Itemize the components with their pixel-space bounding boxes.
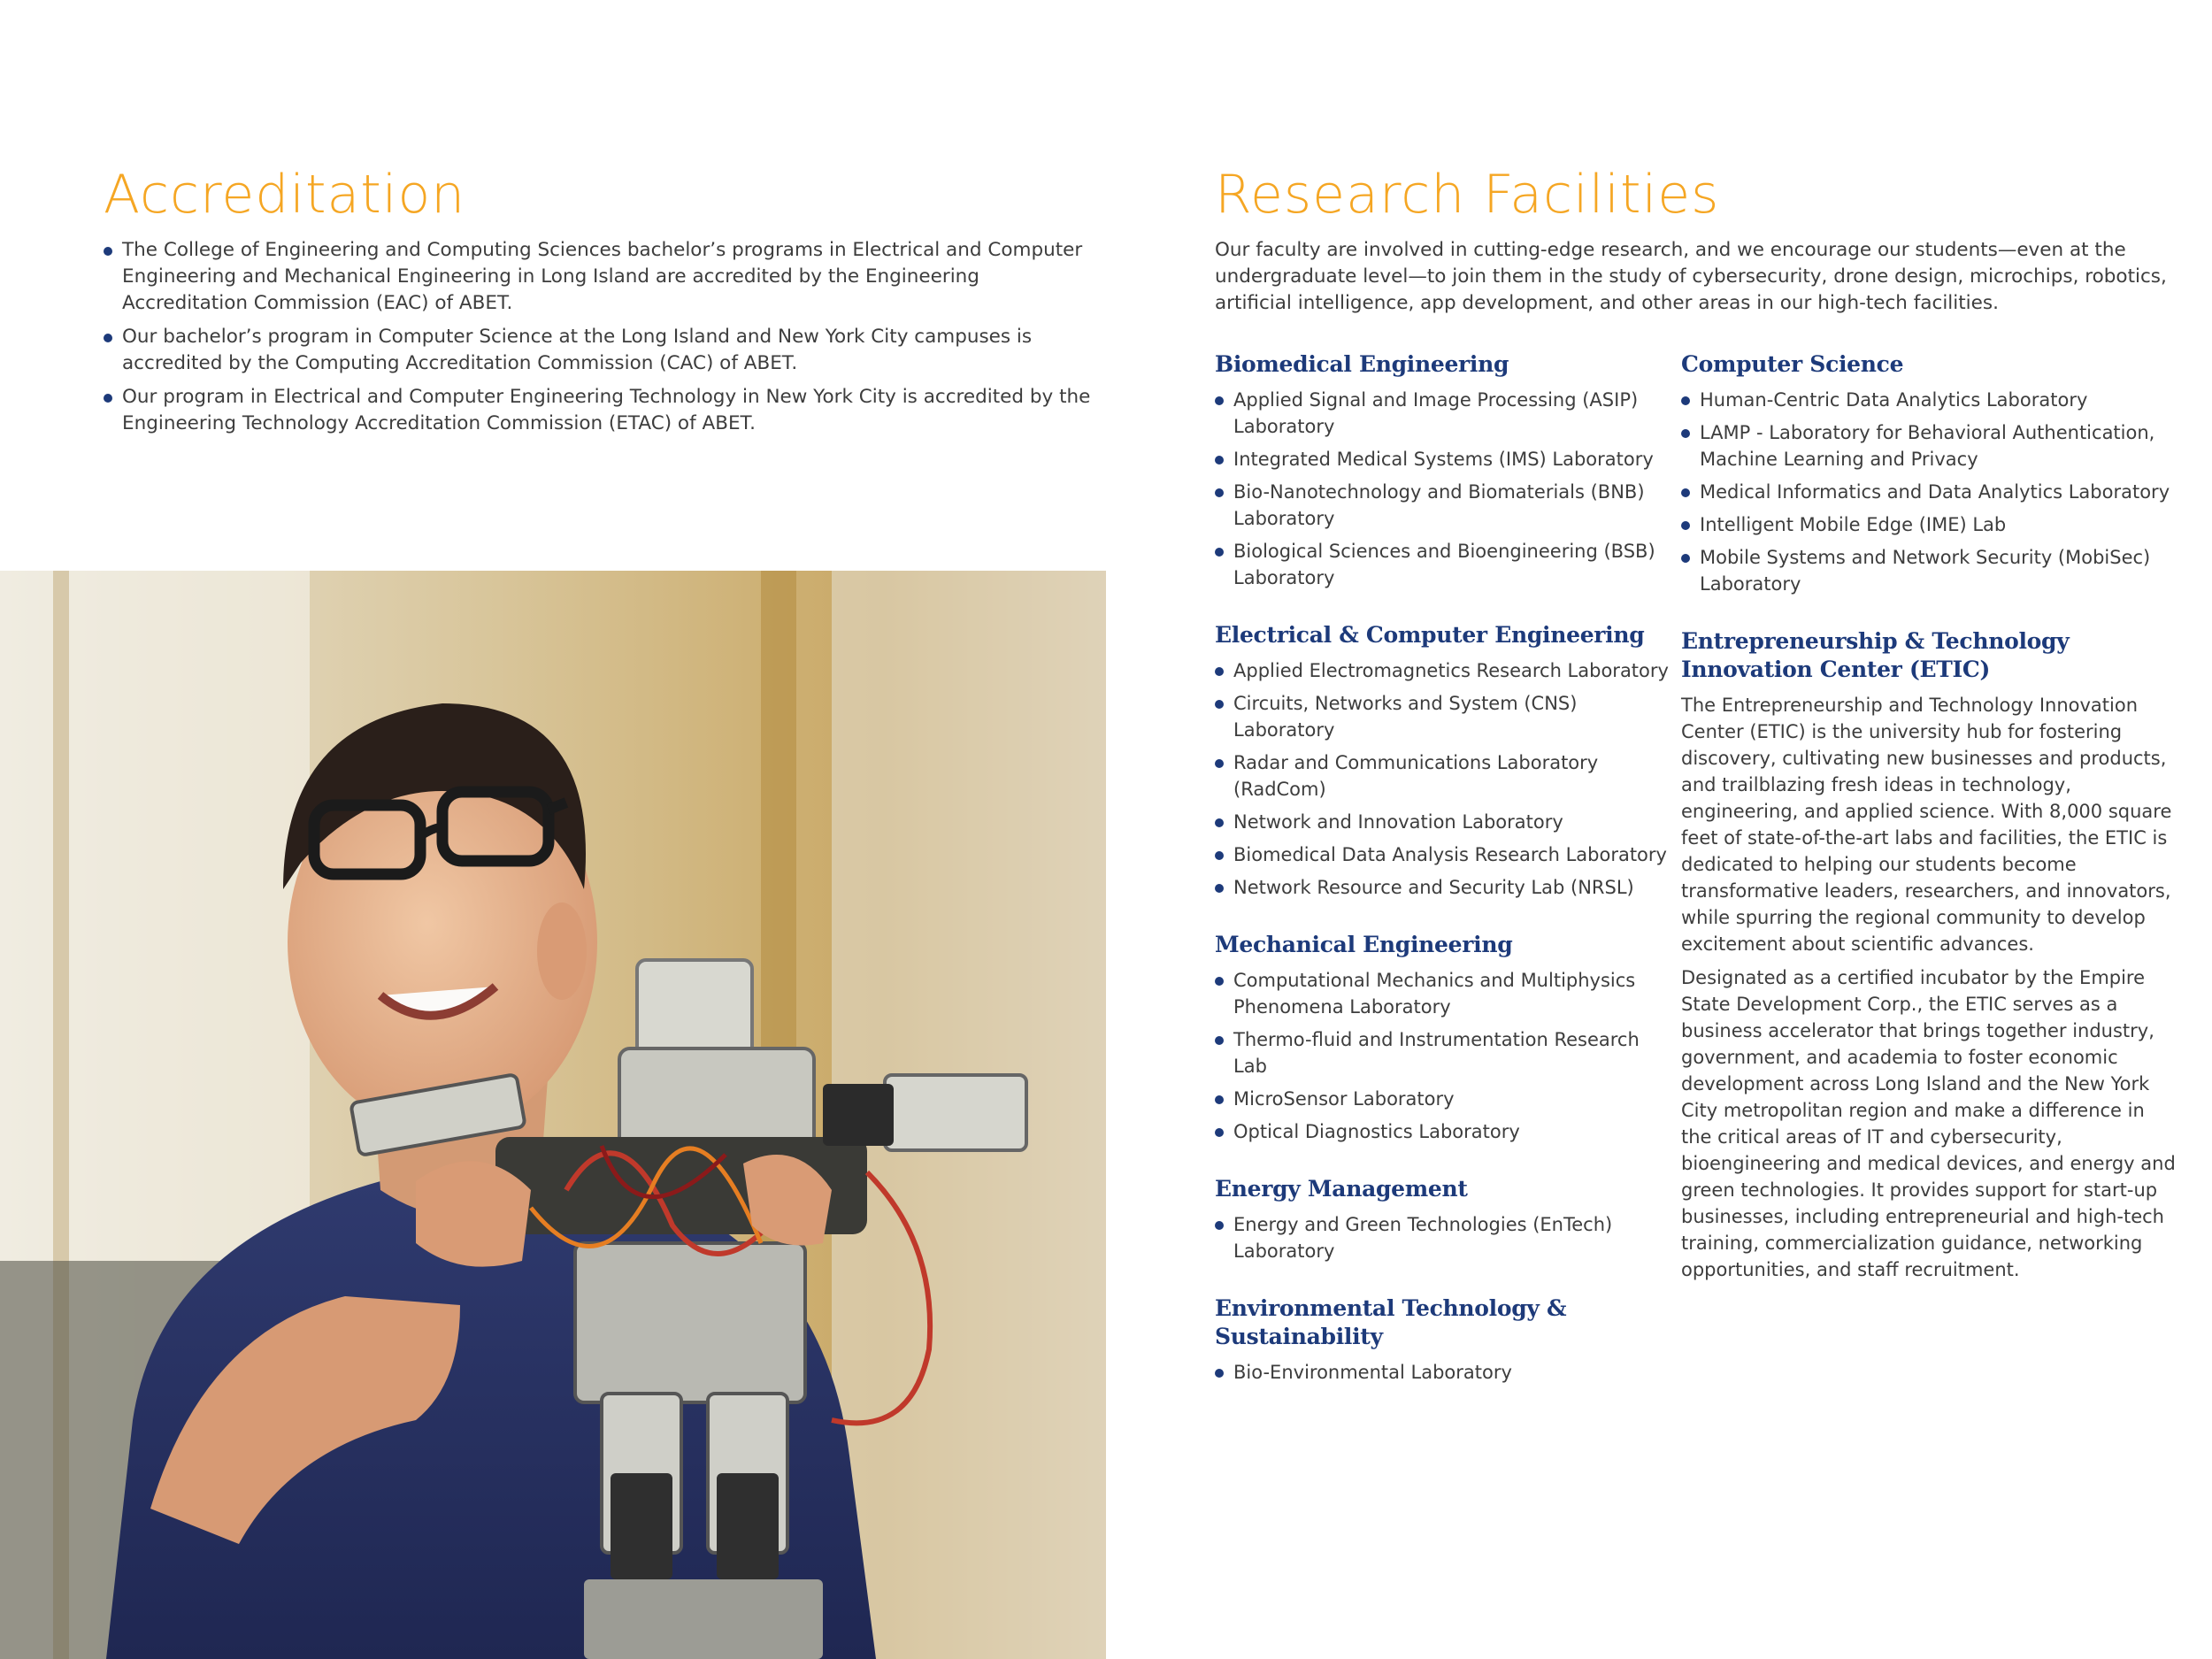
list-item: Intelligent Mobile Edge (IME) Lab <box>1681 511 2177 538</box>
heading-energy-management: Energy Management <box>1215 1176 1468 1202</box>
heading-environmental-technology: Environmental Technology & Sustainability <box>1215 1295 1567 1349</box>
heading-biomedical-engineering: Biomedical Engineering <box>1215 351 1509 377</box>
bullet-icon <box>1215 1128 1224 1137</box>
list-item: Thermo-fluid and Instrumentation Research Lab <box>1215 1026 1675 1079</box>
research-column-right <box>1681 350 2177 1313</box>
lab-list <box>1215 1211 1675 1264</box>
list-item: Biomedical Data Analysis Research Laboratory <box>1215 841 1675 868</box>
list-item: Bio-Nanotechnology and Biomaterials (BNB) Laboratory <box>1215 479 1675 532</box>
list-item: Applied Signal and Image Processing (ASIP) Laboratory <box>1215 387 1675 440</box>
group-etic <box>1681 627 2177 1283</box>
bullet-icon <box>1215 1221 1224 1230</box>
list-item: Network Resource and Security Lab (NRSL) <box>1215 874 1675 901</box>
bullet-icon <box>1215 548 1224 557</box>
etic-paragraph: Designated as a certified incubator by the Empire State Development Corp., the ETIC serves as a business accelerator that brings together industry, government, and academia to foster economic development across Long Island and the New York City metropolitan region and make a difference in the critical areas of IT and cybersecurity, bioengineering and medical devices, and energy and green technologies. It provides support for start-up businesses, including entrepreneurial and high-tech training, commercialization guidance, networking opportunities, and staff recruitment. <box>1681 967 2176 1280</box>
photo-illustration <box>0 571 1106 1659</box>
list-item: Mobile Systems and Network Security (MobiSec) Laboratory <box>1681 544 2177 597</box>
lab-list <box>1215 657 1675 901</box>
etic-paragraph: The Entrepreneurship and Technology Innovation Center (ETIC) is the university hub for fostering discovery, cultivating new businesses and products, and trailblazing fresh ideas in technology, engineering, and applied science. With 8,000 square feet of state-of-the-art labs and facilities, the ETIC is dedicated to helping our students become transformative leaders, researchers, and innovators, while spurring the regional community to develop excitement about scientific advances. <box>1681 695 2172 955</box>
list-item: MicroSensor Laboratory <box>1215 1086 1675 1112</box>
bullet-icon <box>1215 1095 1224 1104</box>
group-environmental <box>1215 1294 1675 1386</box>
bullet-icon <box>1215 456 1224 465</box>
list-item: Medical Informatics and Data Analytics Laboratory <box>1681 479 2177 505</box>
list-item: Biological Sciences and Bioengineering (BSB) Laboratory <box>1215 538 1675 591</box>
list-item: Bio-Environmental Laboratory <box>1215 1359 1675 1386</box>
bullet-icon <box>1215 700 1224 709</box>
list-item: Circuits, Networks and System (CNS) Laboratory <box>1215 690 1675 743</box>
research-intro: Our faculty are involved in cutting-edge research, and we encourage our students—even at the undergraduate level—to join them in the study of cybersecurity, drone design, microchips, robotics, artificial intelligence, app development, and other areas in our high-tech facilities. <box>1215 239 2167 314</box>
list-item: Integrated Medical Systems (IMS) Laboratory <box>1215 446 1675 472</box>
list-item: Applied Electromagnetics Research Laboratory <box>1215 657 1675 684</box>
list-item: Our bachelor’s program in Computer Science at the Long Island and New York City campuses is accredited by the Computing Accreditation Commission (CAC) of ABET. <box>104 324 1103 377</box>
bullet-icon <box>1215 851 1224 860</box>
group-electrical <box>1215 621 1675 901</box>
heading-computer-science: Computer Science <box>1681 351 1904 377</box>
bullet-icon <box>104 247 112 256</box>
bullet-icon <box>1681 488 1690 497</box>
list-item: The College of Engineering and Computing Sciences bachelor’s programs in Electrical and Computer Engineering and Mechanical Engineering in Long Island are accredited by the Engineering Accreditation Commission (EAC) of ABET. <box>104 237 1103 317</box>
accreditation-list <box>104 237 1103 444</box>
student-robot-photo <box>0 571 1106 1659</box>
bullet-icon <box>1215 488 1224 497</box>
bullet-icon <box>1215 977 1224 986</box>
heading-electrical-computer-engineering: Electrical & Computer Engineering <box>1215 622 1645 648</box>
bullet-icon <box>1215 1369 1224 1378</box>
list-item: Human-Centric Data Analytics Laboratory <box>1681 387 2177 413</box>
research-column-left <box>1215 350 1675 1416</box>
bullet-icon <box>1681 429 1690 438</box>
bullet-icon <box>1215 818 1224 827</box>
list-item: Radar and Communications Laboratory (RadCom) <box>1215 749 1675 803</box>
list-item: Energy and Green Technologies (EnTech) Laboratory <box>1215 1211 1675 1264</box>
list-item: Network and Innovation Laboratory <box>1215 809 1675 835</box>
lab-list <box>1215 967 1675 1145</box>
bullet-icon <box>1215 1036 1224 1045</box>
list-item: LAMP - Laboratory for Behavioral Authentication, Machine Learning and Privacy <box>1681 419 2177 472</box>
lab-list <box>1681 387 2177 597</box>
group-energy <box>1215 1175 1675 1264</box>
list-item: Computational Mechanics and Multiphysics Phenomena Laboratory <box>1215 967 1675 1020</box>
research-facilities-title: Research Facilities <box>1215 164 1720 226</box>
bullet-icon <box>1681 521 1690 530</box>
bullet-icon <box>1215 396 1224 405</box>
accreditation-title: Accreditation <box>104 164 466 226</box>
group-computer-science <box>1681 350 2177 597</box>
bullet-icon <box>1681 396 1690 405</box>
group-mechanical <box>1215 931 1675 1145</box>
bullet-icon <box>1215 667 1224 676</box>
list-item: Optical Diagnostics Laboratory <box>1215 1118 1675 1145</box>
heading-etic: Entrepreneurship & Technology Innovation Center (ETIC) <box>1681 628 2070 682</box>
bullet-icon <box>104 334 112 342</box>
bullet-icon <box>1681 554 1690 563</box>
heading-mechanical-engineering: Mechanical Engineering <box>1215 932 1513 957</box>
lab-list <box>1215 1359 1675 1386</box>
group-biomedical <box>1215 350 1675 591</box>
list-item: Our program in Electrical and Computer Engineering Technology in New York City is accredited by the Engineering Technology Accreditation Commission (ETAC) of ABET. <box>104 384 1103 437</box>
bullet-icon <box>1215 759 1224 768</box>
lab-list <box>1215 387 1675 591</box>
bullet-icon <box>104 394 112 403</box>
bullet-icon <box>1215 884 1224 893</box>
